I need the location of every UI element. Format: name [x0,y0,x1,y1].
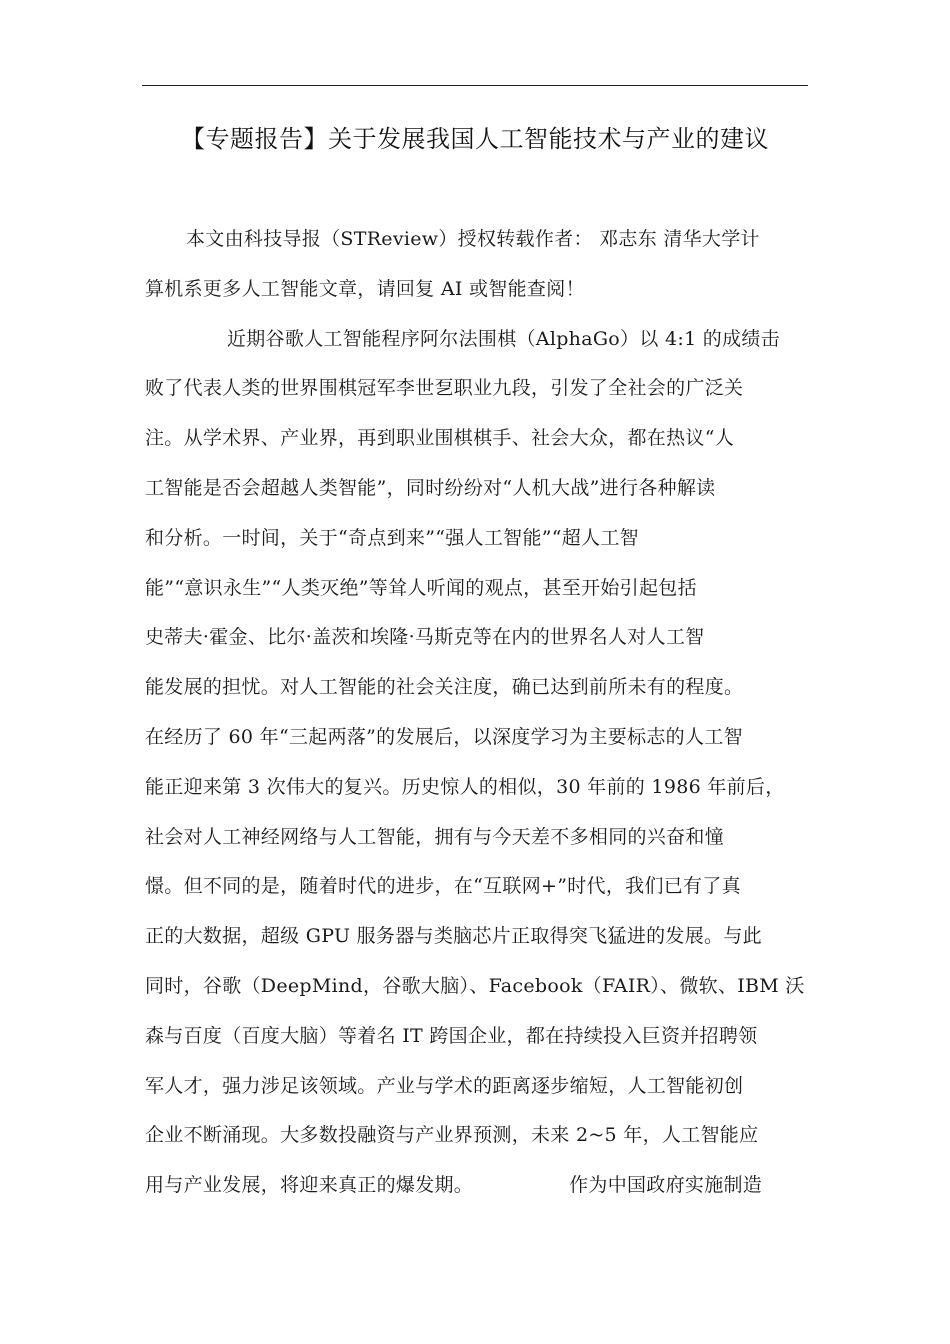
paragraph-line: 注。从学术界、产业界，再到职业围棋棋手、社会大众，都在热议“人 [145,427,735,450]
paragraph-line: 能正迎来第 3 次伟大的复兴。历史惊人的相似，30 年前的 1986 年前后， [145,775,785,798]
paragraph-line: 败了代表人类的世界围棋冠军李世乭职业九段，引发了全社会的广泛关 [145,377,744,400]
paragraph-line: 算机系更多人工智能文章，请回复 AI 或智能查阅！ [145,277,585,300]
header-rule [142,85,808,86]
paragraph-line: 能发展的担忧。对人工智能的社会关注度，确已达到前所未有的程度。 [145,676,744,699]
paragraph-line: 正的大数据，超级 GPU 服务器与类脑芯片正取得突飞猛进的发展。与此 [145,925,762,948]
paragraph-line: 憬。但不同的是，随着时代的进步，在“互联网+”时代，我们已有了真 [145,875,741,898]
paragraph-line: 同时，谷歌（DeepMind，谷歌大脑）、Facebook（FAIR）、微软、IBM 沃 [145,974,805,997]
paragraph-line: 近期谷歌人工智能程序阿尔法围棋（AlphaGo）以 4:1 的成绩击 [227,327,780,350]
article-body [145,215,805,1211]
paragraph-line: 社会对人工神经网络与人工智能，拥有与今天差不多相同的兴奋和憧 [145,825,725,848]
paragraph-line-last [145,1161,805,1211]
paragraph-line: 在经历了 60 年“三起两落”的发展后，以深度学习为主要标志的人工智 [145,725,743,748]
paragraph-line-text: 用与产业发展，将迎来真正的爆发期。 [145,1174,474,1197]
paragraph-line: 企业不断涌现。大多数投融资与产业界预测，未来 2~5 年，人工智能应 [145,1124,759,1147]
document-title: 【专题报告】关于发展我国人工智能技术与产业的建议 [181,125,769,153]
paragraph-line: 工智能是否会超越人类智能”，同时纷纷对“人机大战”进行各种解读 [145,476,716,499]
paragraph-line: 本文由科技导报（STReview）授权转载作者： 邓志东 清华大学计 [186,228,760,250]
paragraph-line-continuation: 作为中国政府实施制造 [569,1174,763,1197]
paragraph-line: 和分析。一时间，关于“奇点到来”“强人工智能”“超人工智 [145,526,639,549]
paragraph-line: 能”“意识永生”“人类灭绝”等耸人听闻的观点，甚至开始引起包括 [145,576,697,599]
paragraph-line: 军人才，强力涉足该领域。产业与学术的距离逐步缩短，人工智能初创 [145,1074,744,1097]
paragraph-line: 史蒂夫·霍金、比尔·盖茨和埃隆·马斯克等在内的世界名人对人工智 [145,626,705,649]
paragraph-line: 森与百度（百度大脑）等着名 IT 跨国企业，都在持续投入巨资并招聘领 [145,1024,758,1047]
